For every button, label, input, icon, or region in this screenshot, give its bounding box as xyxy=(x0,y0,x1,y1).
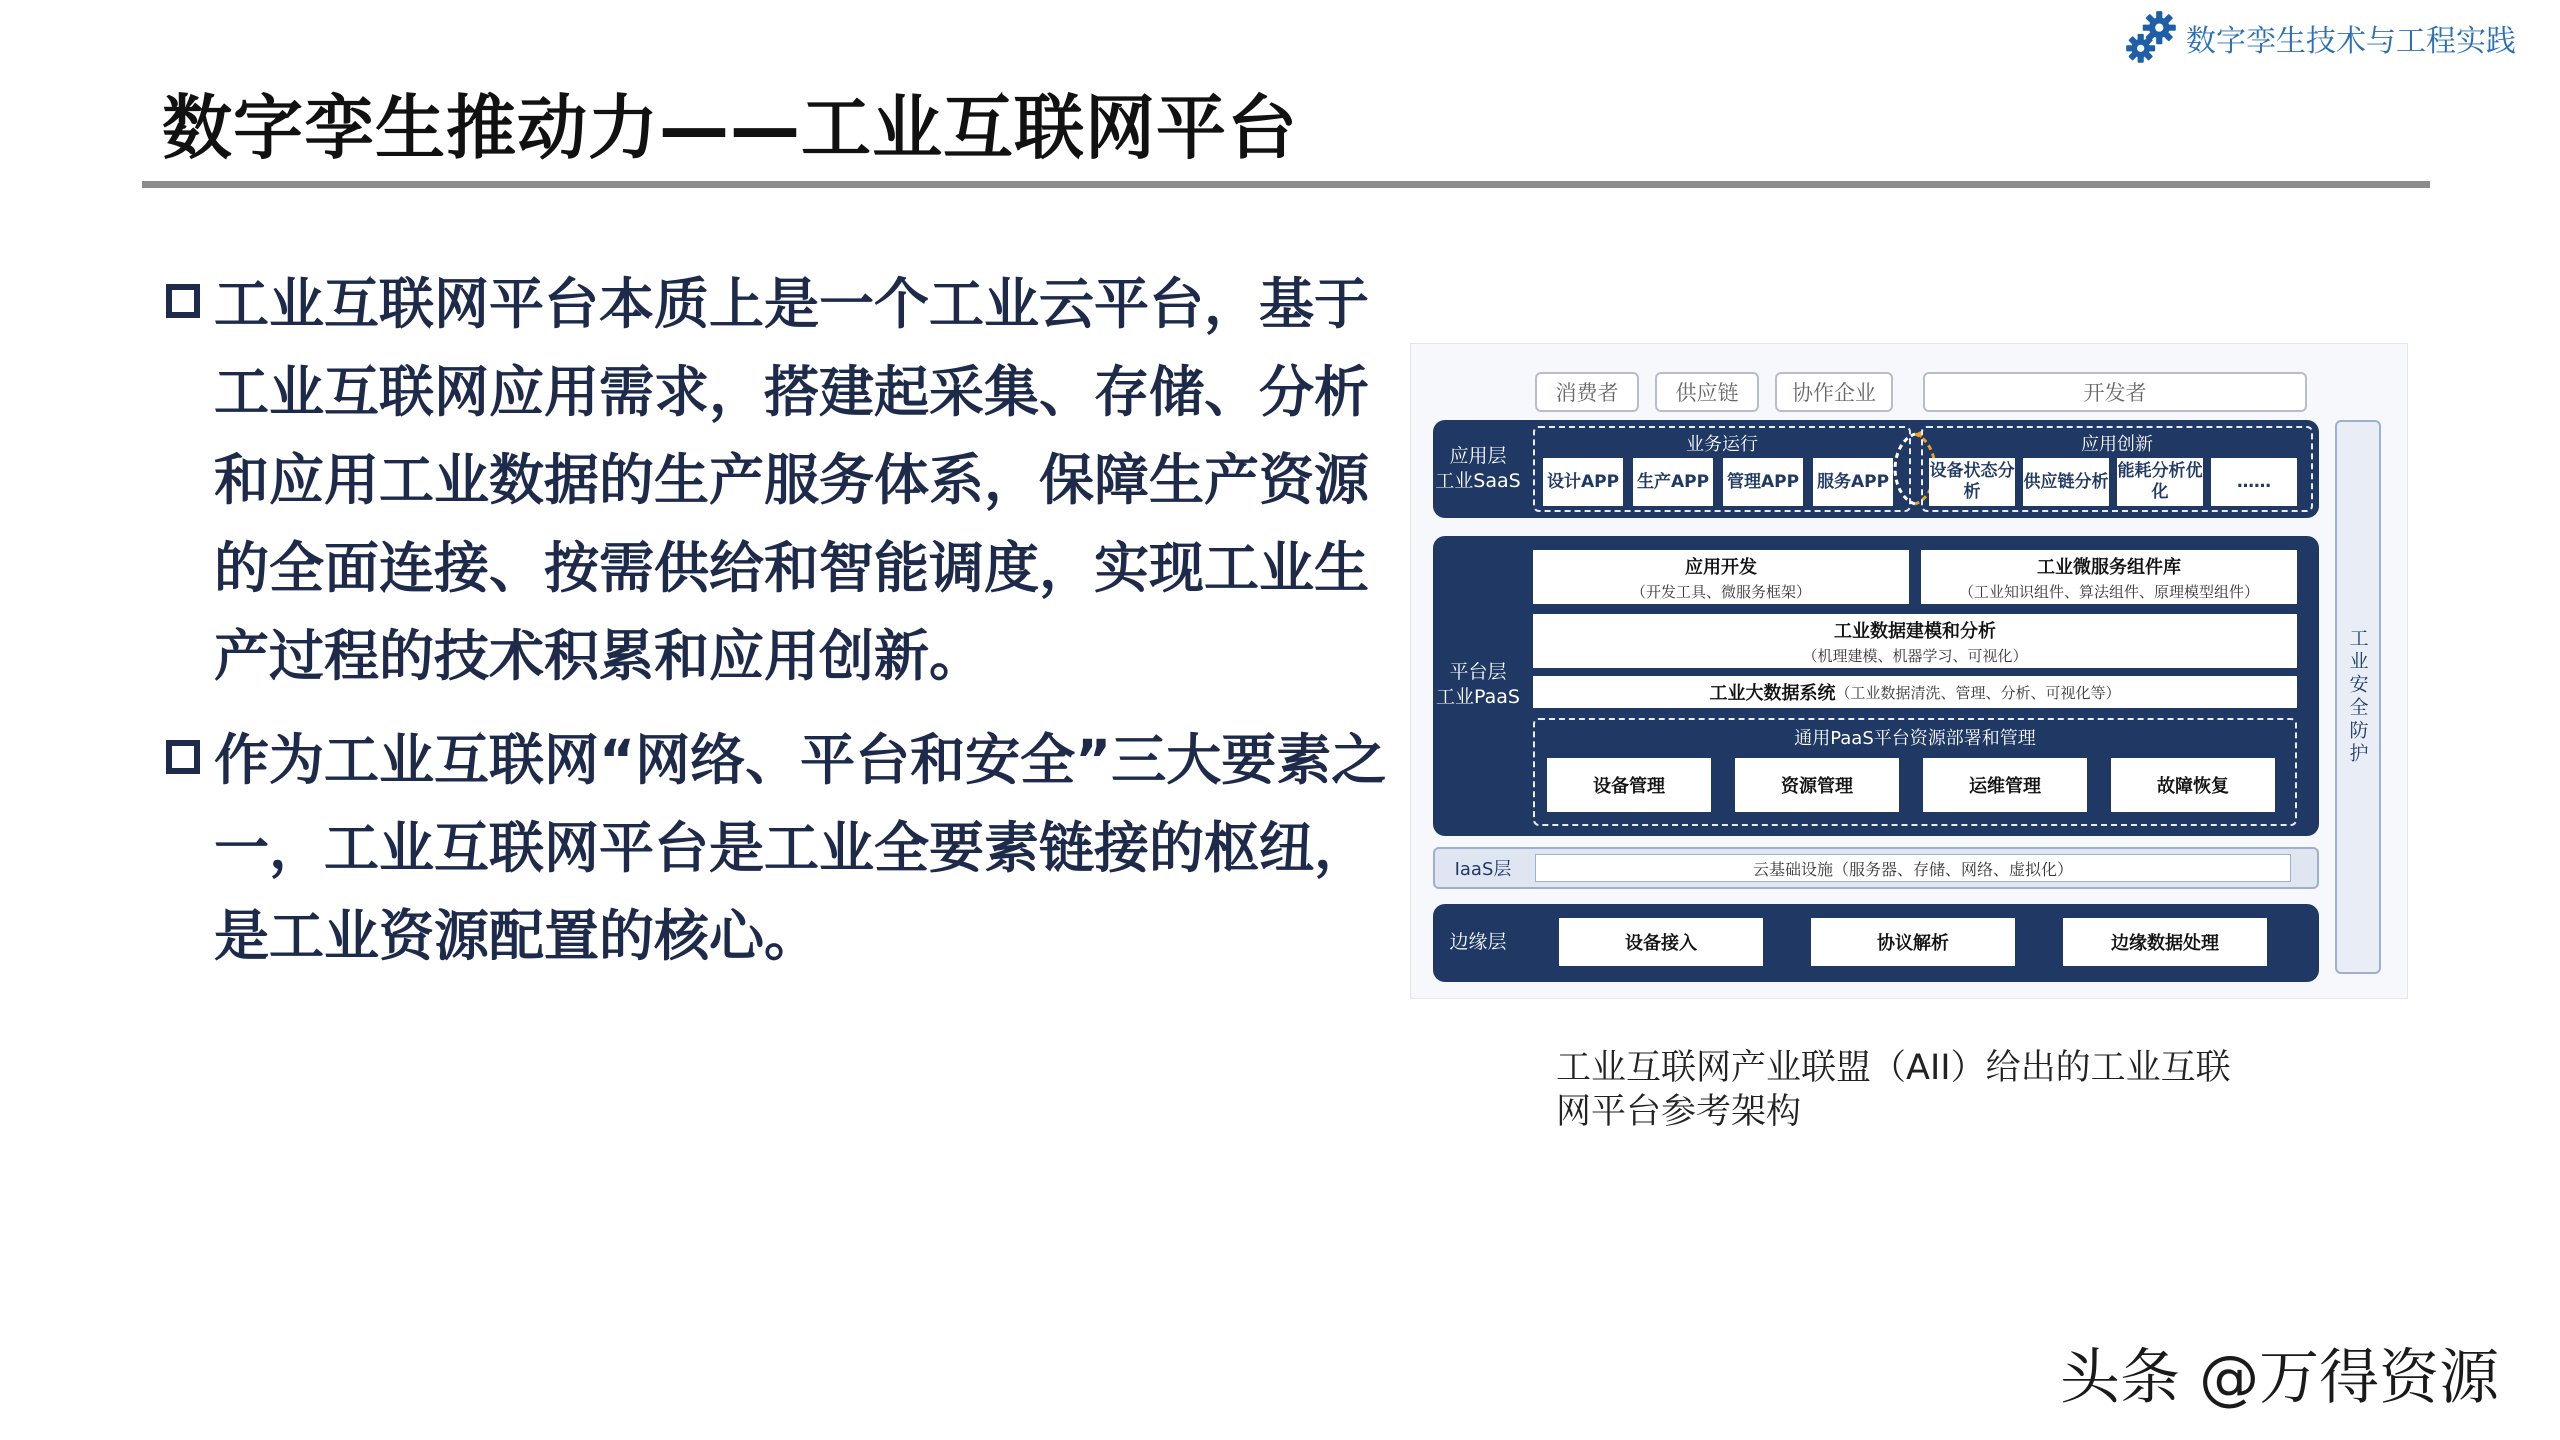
saas-layer-label: 应用层 工业SaaS xyxy=(1435,445,1521,492)
cloud-infrastructure-box: 云基础设施（服务器、存储、网络、虚拟化） xyxy=(1535,854,2291,882)
bullet-text: 作为工业互联网“网络、平台和安全”三大要素之一，工业互联网平台是工业全要素链接的枢纽，是工业资源配置的核心。 xyxy=(214,728,1387,968)
paas-resource-group: 通用PaaS平台资源部署和管理 设备管理 资源管理 运维管理 故障恢复 xyxy=(1533,718,2297,826)
device-access-box: 设备接入 xyxy=(1559,918,1763,966)
design-app: 设计APP xyxy=(1543,458,1623,506)
iaas-layer xyxy=(1433,847,2319,889)
supply-chain-analysis-app: 供应链分析 xyxy=(2023,458,2109,506)
gear-icon xyxy=(2120,7,2182,69)
edge-layer xyxy=(1433,904,2319,982)
big-data-system-box: 工业大数据系统 （工业数据清洗、管理、分析、可视化等） xyxy=(1533,676,2297,708)
square-bullet-icon xyxy=(166,740,200,774)
saas-layer xyxy=(1433,420,2319,518)
stakeholder-consumer: 消费者 xyxy=(1535,372,1639,412)
app-development-box: 应用开发 （开发工具、微服务框架） xyxy=(1533,550,1909,604)
microservice-library-box: 工业微服务组件库 （工业知识组件、算法组件、原理模型组件） xyxy=(1921,550,2297,604)
watermark: 头条 @万得资源 xyxy=(2060,1343,2500,1413)
energy-analysis-app: 能耗分析优化 xyxy=(2117,458,2203,506)
service-app: 服务APP xyxy=(1813,458,1893,506)
business-ops-group: 业务运行 设计APP 生产APP 管理APP 服务APP xyxy=(1533,426,1911,512)
paas-layer-label: 平台层 工业PaaS xyxy=(1436,661,1520,708)
brand xyxy=(2120,8,2560,68)
industrial-security-column: 工业安全防护 xyxy=(2335,420,2381,974)
square-bullet-icon xyxy=(166,284,200,318)
stakeholder-developer: 开发者 xyxy=(1923,372,2307,412)
device-management-box: 设备管理 xyxy=(1547,758,1711,812)
edge-data-processing-box: 边缘数据处理 xyxy=(2063,918,2267,966)
resource-management-box: 资源管理 xyxy=(1735,758,1899,812)
ops-management-box: 运维管理 xyxy=(1923,758,2087,812)
figure-caption: 工业互联网产业联盟（AII）给出的工业互联网平台参考架构 xyxy=(1556,1048,2231,1132)
brand-text: 数字孪生技术与工程实践 xyxy=(2186,24,2516,59)
stakeholder-partner: 协作企业 xyxy=(1775,372,1893,412)
architecture-diagram xyxy=(1410,343,2408,999)
edge-layer-label: 边缘层 xyxy=(1449,931,1507,953)
data-modeling-box: 工业数据建模和分析 （机理建模、机器学习、可视化） xyxy=(1533,614,2297,668)
bullet-list xyxy=(162,260,1392,996)
more-apps: …… xyxy=(2211,458,2297,506)
stakeholder-supply-chain: 供应链 xyxy=(1655,372,1759,412)
protocol-parsing-box: 协议解析 xyxy=(1811,918,2015,966)
fault-recovery-box: 故障恢复 xyxy=(2111,758,2275,812)
equipment-analysis-app: 设备状态分析 xyxy=(1929,458,2015,506)
page-title: 数字孪生推动力——工业互联网平台 xyxy=(162,87,1298,169)
bullet-item xyxy=(162,260,1392,700)
paas-layer xyxy=(1433,536,2319,836)
app-innovation-group: 应用创新 设备状态分析 供应链分析 能耗分析优化 …… xyxy=(1921,426,2313,512)
management-app: 管理APP xyxy=(1723,458,1803,506)
iaas-layer-label: IaaS层 xyxy=(1454,859,1512,880)
bullet-text: 工业互联网平台本质上是一个工业云平台，基于工业互联网应用需求，搭建起采集、存储、分析和应用工业数据的生产服务体系，保障生产资源的全面连接、按需供给和智能调度，实现工业生产过程的技术积累和应用创新。 xyxy=(214,272,1370,688)
production-app: 生产APP xyxy=(1633,458,1713,506)
bullet-item xyxy=(162,716,1392,980)
title-divider xyxy=(142,181,2430,188)
